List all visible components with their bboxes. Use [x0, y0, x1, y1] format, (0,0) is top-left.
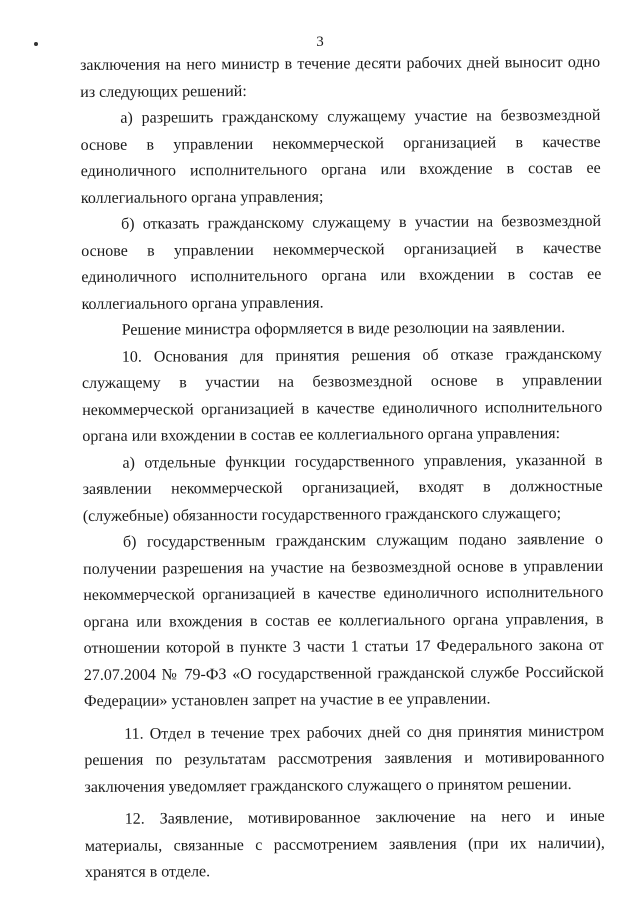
document-body [80, 50, 605, 887]
paragraph-item-12: 12. Заявление, мотивированное заключение на него и иные материалы, связанные с рассмотрением заявления (при их наличии), хранятся в отделе. [84, 807, 605, 881]
paragraph-option-a: а) разрешить гражданскому служащему участие на безвозмездной основе в управлении некоммерческой организацией в качестве единоличного исполнительного органа или вхождение в состав ее коллегиального органа управления; [80, 106, 601, 207]
paragraph-continuation: заключения на него министр в течение десяти рабочих дней выносит одно из следующих решений: [80, 53, 601, 101]
paragraph-item-10b: б) государственным гражданским служащим подано заявление о получении разрешения на участие на безвозмездной основе в управлении некоммерческой организацией в качестве единоличного исполнительного органа или вхождения в состав ее коллегиального органа управления, в отношении которой в пункте 3 части 1 статьи 17 Федерального закона от 27.07.2004 № 79-ФЗ «О государственной гражданской службе Российской Федерации» установлен запрет на участие в ее управлении. [83, 530, 604, 710]
paragraph-resolution: Решение министра оформляется в виде резолюции на заявлении. [121, 319, 566, 339]
paragraph-item-10: 10. Основания для принятия решения об отказе гражданскому служащему в участии на безвозмездной основе в управлении некоммерческой организацией в качестве единоличного исполнительного органа или вхождении в состав ее коллегиального органа управления: [81, 345, 603, 445]
paragraph-item-11: 11. Отдел в течение трех рабочих дней со дня принятия министром решения по результатам рассмотрения заявления и мотивированного заключения уведомляет гражданского служащего о принятом решении. [84, 722, 605, 796]
paragraph-option-b: б) отказать гражданскому служащему в участии на безвозмездной основе в управлении некоммерческой организацией в качестве единоличного исполнительного органа или вхождении в состав ее коллегиального органа управления. [81, 212, 602, 313]
paragraph-item-10a: а) отдельные функции государственного управления, указанной в заявлении некоммерческой организацией, входят в должностные (служебные) обязанности государственного гражданского служащего; [82, 451, 603, 525]
page-number: 3 [316, 34, 324, 50]
